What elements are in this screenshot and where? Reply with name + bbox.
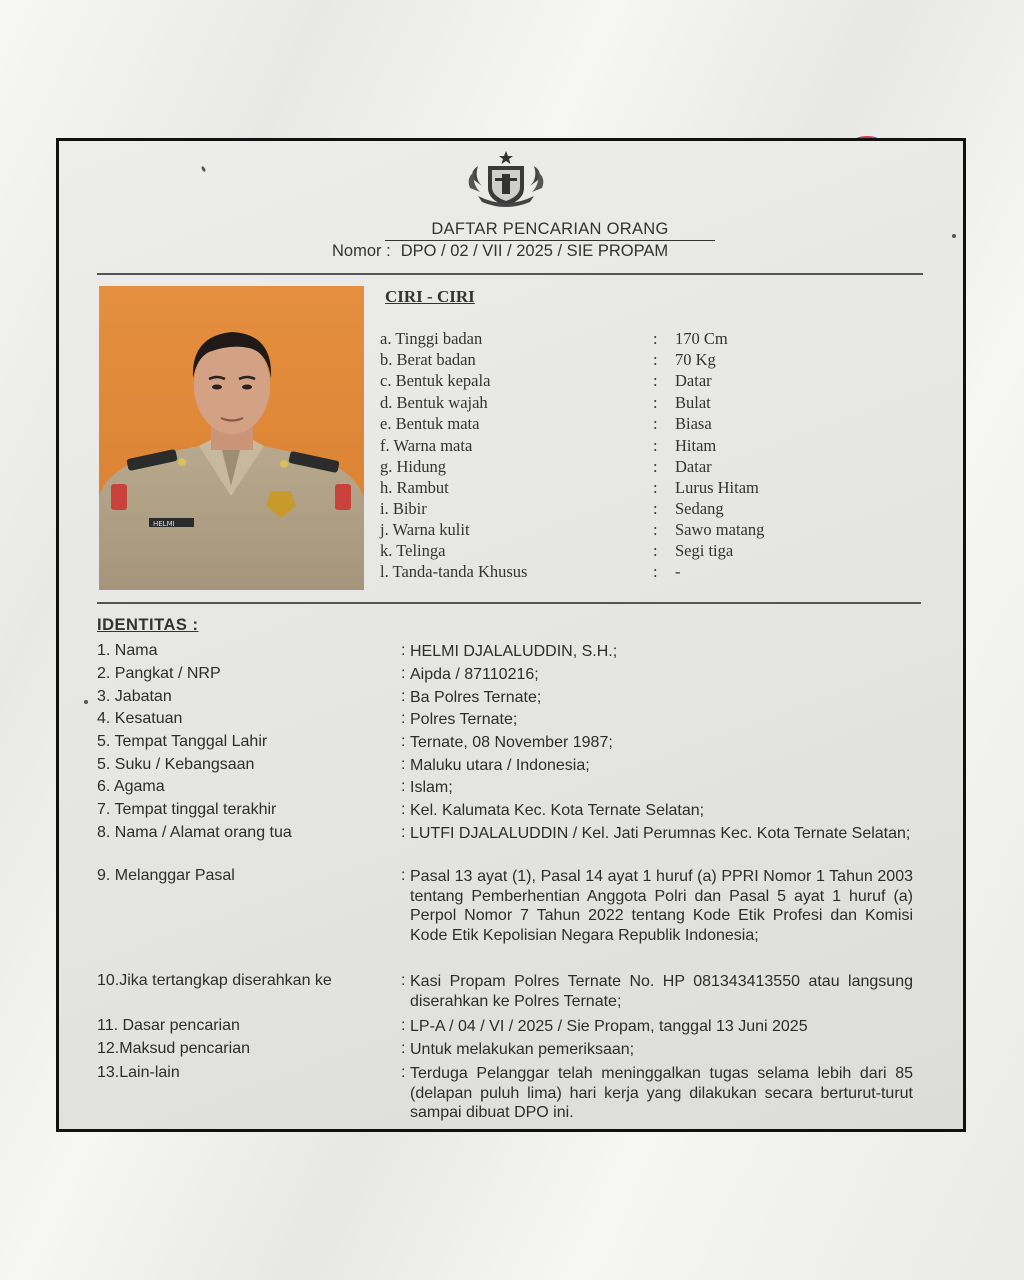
ciri-value: Bulat: [675, 393, 711, 412]
ciri-row: i. Bibir : Sedang: [380, 499, 724, 518]
identitas-label: 5. Suku / Kebangsaan: [97, 756, 255, 773]
ciri-row: f. Warna mata : Hitam: [380, 436, 717, 455]
ciri-label: d. Bentuk wajah: [380, 393, 488, 412]
ciri-value: Hitam: [675, 436, 717, 455]
ciri-label: i. Bibir: [380, 499, 427, 518]
ciri-value: Biasa: [675, 414, 712, 433]
identitas-value: Maluku utara / Indonesia;: [410, 757, 590, 774]
identitas-label: 7. Tempat tinggal terakhir: [97, 801, 277, 818]
ciri-value: -: [675, 562, 681, 581]
paper-speck: [952, 234, 956, 238]
ciri-value: Lurus Hitam: [675, 478, 759, 497]
identitas-label: 2. Pangkat / NRP: [97, 665, 221, 682]
police-emblem-icon: [464, 150, 548, 208]
identitas-value: Pasal 13 ayat (1), Pasal 14 ayat 1 huruf (a) PPRI Nomor 1 Tahun 2003 tentang Pemberhentian Anggota Polri dan Pasal 5 ayat 1 huruf (a) Perpol Nomor 7 Tahun 2022 tentang Kode Etik Profesi dan Komisi Kode Etik Kepolisian Negara Republik Indonesia;: [410, 868, 913, 944]
ciri-value: Sedang: [675, 499, 724, 518]
paper-speck: [84, 700, 88, 704]
ciri-row: g. Hidung : Datar: [380, 457, 712, 476]
ciri-row: e. Bentuk mata : Biasa: [380, 414, 712, 433]
ciri-row: l. Tanda-tanda Khusus : -: [380, 562, 681, 581]
ciri-label: a. Tinggi badan: [380, 329, 483, 348]
ciri-label: g. Hidung: [380, 457, 446, 476]
identitas-value: Kel. Kalumata Kec. Kota Ternate Selatan;: [410, 802, 705, 819]
document-number: [332, 242, 668, 261]
identitas-value: Ba Polres Ternate;: [410, 689, 542, 706]
identitas-value: Polres Ternate;: [410, 711, 518, 728]
identitas-label: 4. Kesatuan: [97, 710, 183, 727]
identitas-label: 10.Jika tertangkap diserahkan ke: [97, 972, 332, 989]
ciri-label: h. Rambut: [380, 478, 449, 497]
paper-speck: [201, 166, 207, 173]
identitas-label: 6. Agama: [97, 778, 165, 795]
ciri-heading: CIRI - CIRI: [385, 287, 475, 306]
identitas-label: 13.Lain-lain: [97, 1064, 180, 1081]
ciri-row: b. Berat badan : 70 Kg: [380, 350, 716, 369]
ciri-value: 70 Kg: [675, 350, 716, 369]
identitas-label: 8. Nama / Alamat orang tua: [97, 824, 292, 841]
document-title: DAFTAR PENCARIAN ORANG: [385, 220, 715, 241]
ciri-label: j. Warna kulit: [380, 520, 470, 539]
identitas-label: 11. Dasar pencarian: [97, 1017, 240, 1034]
divider-middle: [97, 602, 921, 604]
ciri-label: e. Bentuk mata: [380, 414, 480, 433]
identitas-value: Aipda / 87110216;: [410, 666, 539, 683]
ciri-row: k. Telinga : Segi tiga: [380, 541, 734, 560]
officer-portrait-icon: [99, 286, 364, 590]
name-tag: HELMI: [153, 520, 175, 528]
ciri-value: Sawo matang: [675, 520, 765, 539]
identitas-value: Kasi Propam Polres Ternate No. HP 081343413550 atau langsung diserahkan ke Polres Ternate;: [410, 973, 913, 1010]
identitas-value: HELMI DJALALUDDIN, S.H.;: [410, 643, 618, 660]
wanted-notice-document: DAFTAR PENCARIAN ORANG Nomor : DPO / 02 / VII / 2025 / SIE PROPAM HELMI CIRI - CIRI a. Tinggi badan : 170 Cm b. Berat badan : 70 Kg c. Bentuk kepala : Datar d. Bentuk wajah : Bulat e. Bentuk mata : Biasa f. Warna mata : Hitam g. Hidung : Datar h. Rambut : Lurus Hitam i. Bibir : Sedang j. Warna kulit : Sawo matang k. Telinga : Segi tiga l. Tanda-tanda Khusus : - IDENTITAS : 1. Nama : HELMI DJALALUDDIN, S.H.; 2. Pangkat / NRP : Aipda / 87110216; 3. Jabatan : Ba Polres Ternate; 4. Kesatuan : Polres Ternate; 5. Tempat Tanggal Lahir : Ternate, 08 November 1987; 5. Suku / Kebangsaan : Maluku utara / Indonesia; 6. Agama : Islam; 7. Tempat tinggal terakhir : Kel. Kalumata Kec. Kota Ternate Selatan; 8. Nama / Alamat orang tua : LUTFI DJALALUDDIN / Kel. Jati Perumnas Kec. Kota Ternate Selatan; 9. Melanggar Pasal : Pasal 13 ayat (1), Pasal 14 ayat 1 huruf (a) PPRI Nomor 1 Tahun 2003 tentang Pemberhentian Anggota Polri dan Pasal 5 ayat 1 huruf (a) Perpol Nomor 7 Tahun 2022 tentang Kode Etik Profesi dan Komisi Kode Etik Kepolisian Negara Republik Indonesia; 10.Jika tertangkap diserahkan ke : Kasi Propam Polres Ternate No. HP 081343413550 atau langsung diserahkan ke Polres Ternate; 11. Dasar pencarian : LP-A / 04 / VI / 2025 / Sie Propam, tanggal 13 Juni 2025 12.Maksud pencarian : Untuk melakukan pemeriksaan; 13.Lain-lain : Terduga Pelanggar telah meninggalkan tugas selama lebih dari 85 (delapan puluh lima) hari kerja yang dilakukan secara berturut-turut sampai dibuat DPO ini.: [0, 0, 1024, 1280]
ciri-row: h. Rambut : Lurus Hitam: [380, 478, 759, 497]
divider-top: [97, 273, 923, 275]
identitas-value: Ternate, 08 November 1987;: [410, 734, 613, 751]
ciri-row: j. Warna kulit : Sawo matang: [380, 520, 765, 539]
identitas-label: 5. Tempat Tanggal Lahir: [97, 733, 268, 750]
identitas-value: LP-A / 04 / VI / 2025 / Sie Propam, tanggal 13 Juni 2025: [410, 1018, 808, 1035]
ciri-label: k. Telinga: [380, 541, 446, 560]
identitas-label: 12.Maksud pencarian: [97, 1040, 250, 1057]
nomor-value: DPO / 02 / VII / 2025 / SIE PROPAM: [400, 242, 669, 260]
ciri-label: c. Bentuk kepala: [380, 371, 491, 390]
identitas-label: 3. Jabatan: [97, 688, 172, 705]
nomor-label: Nomor :: [332, 242, 391, 260]
ciri-value: Segi tiga: [675, 541, 734, 560]
identitas-value: LUTFI DJALALUDDIN / Kel. Jati Perumnas Kec. Kota Ternate Selatan;: [410, 825, 911, 842]
ciri-value: Datar: [675, 457, 712, 476]
subject-photo: [99, 286, 364, 590]
identitas-label: 9. Melanggar Pasal: [97, 867, 235, 884]
ciri-label: b. Berat badan: [380, 350, 476, 369]
identitas-value: Terduga Pelanggar telah meninggalkan tugas selama lebih dari 85 (delapan puluh lima) hari kerja yang dilakukan secara berturut-turut sampai dibuat DPO ini.: [410, 1065, 913, 1121]
ciri-row: a. Tinggi badan : 170 Cm: [380, 329, 728, 348]
ciri-value: Datar: [675, 371, 712, 390]
identitas-value: Untuk melakukan pemeriksaan;: [410, 1041, 635, 1058]
identitas-value: Islam;: [410, 779, 453, 796]
ciri-label: l. Tanda-tanda Khusus: [380, 562, 528, 581]
ciri-value: 170 Cm: [675, 329, 728, 348]
identitas-heading: IDENTITAS :: [97, 616, 199, 634]
ciri-label: f. Warna mata: [380, 436, 473, 455]
identitas-label: 1. Nama: [97, 642, 158, 659]
ciri-row: c. Bentuk kepala : Datar: [380, 371, 712, 390]
ciri-row: d. Bentuk wajah : Bulat: [380, 393, 711, 412]
